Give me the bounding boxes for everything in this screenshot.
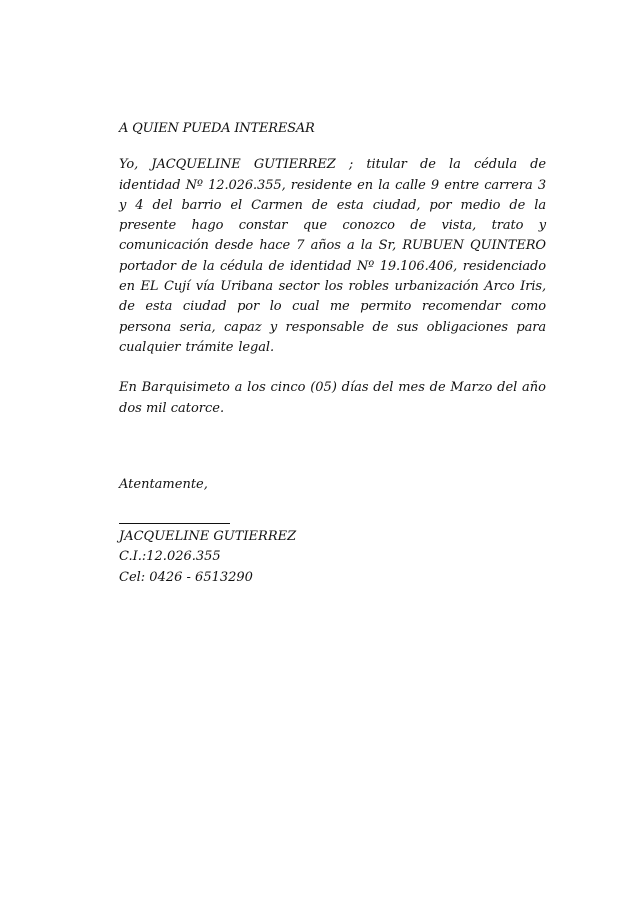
id-number: C.I.:12.026.355 xyxy=(119,549,221,565)
letter-page xyxy=(119,119,546,588)
letter-heading: A QUIEN PUEDA INTERESAR xyxy=(119,121,315,136)
signature-line xyxy=(119,514,230,524)
signature-block xyxy=(119,527,546,588)
phone-number: Cel: 0426 - 6513290 xyxy=(119,569,253,585)
letter-body: Yo, JACQUELINE GUTIERREZ ; titular de la cédula de identidad Nº 12.026.355, residente en la calle 9 entre carrera 3 y 4 del barrio el Carmen de esta ciudad, por medio de la presente hago constar que conozco de vista, trato y comunicación desde hace 7 años a la Sr, RUBUEN QUINTERO portador de la cédula de identidad Nº 19.106.406, residenciado en EL Cují vía Uribana sector los robles urbanización Arco Iris, de esta ciudad por lo cual me permito recomendar como persona seria, capaz y responsable de sus obligaciones para cualquier trámite legal. xyxy=(119,157,546,355)
signature-name: JACQUELINE GUTIERREZ xyxy=(119,529,297,545)
signoff: Atentamente, xyxy=(119,476,208,492)
place-date-paragraph: En Barquisimeto a los cinco (05) días del mes de Marzo del año dos mil catorce. xyxy=(119,380,546,416)
